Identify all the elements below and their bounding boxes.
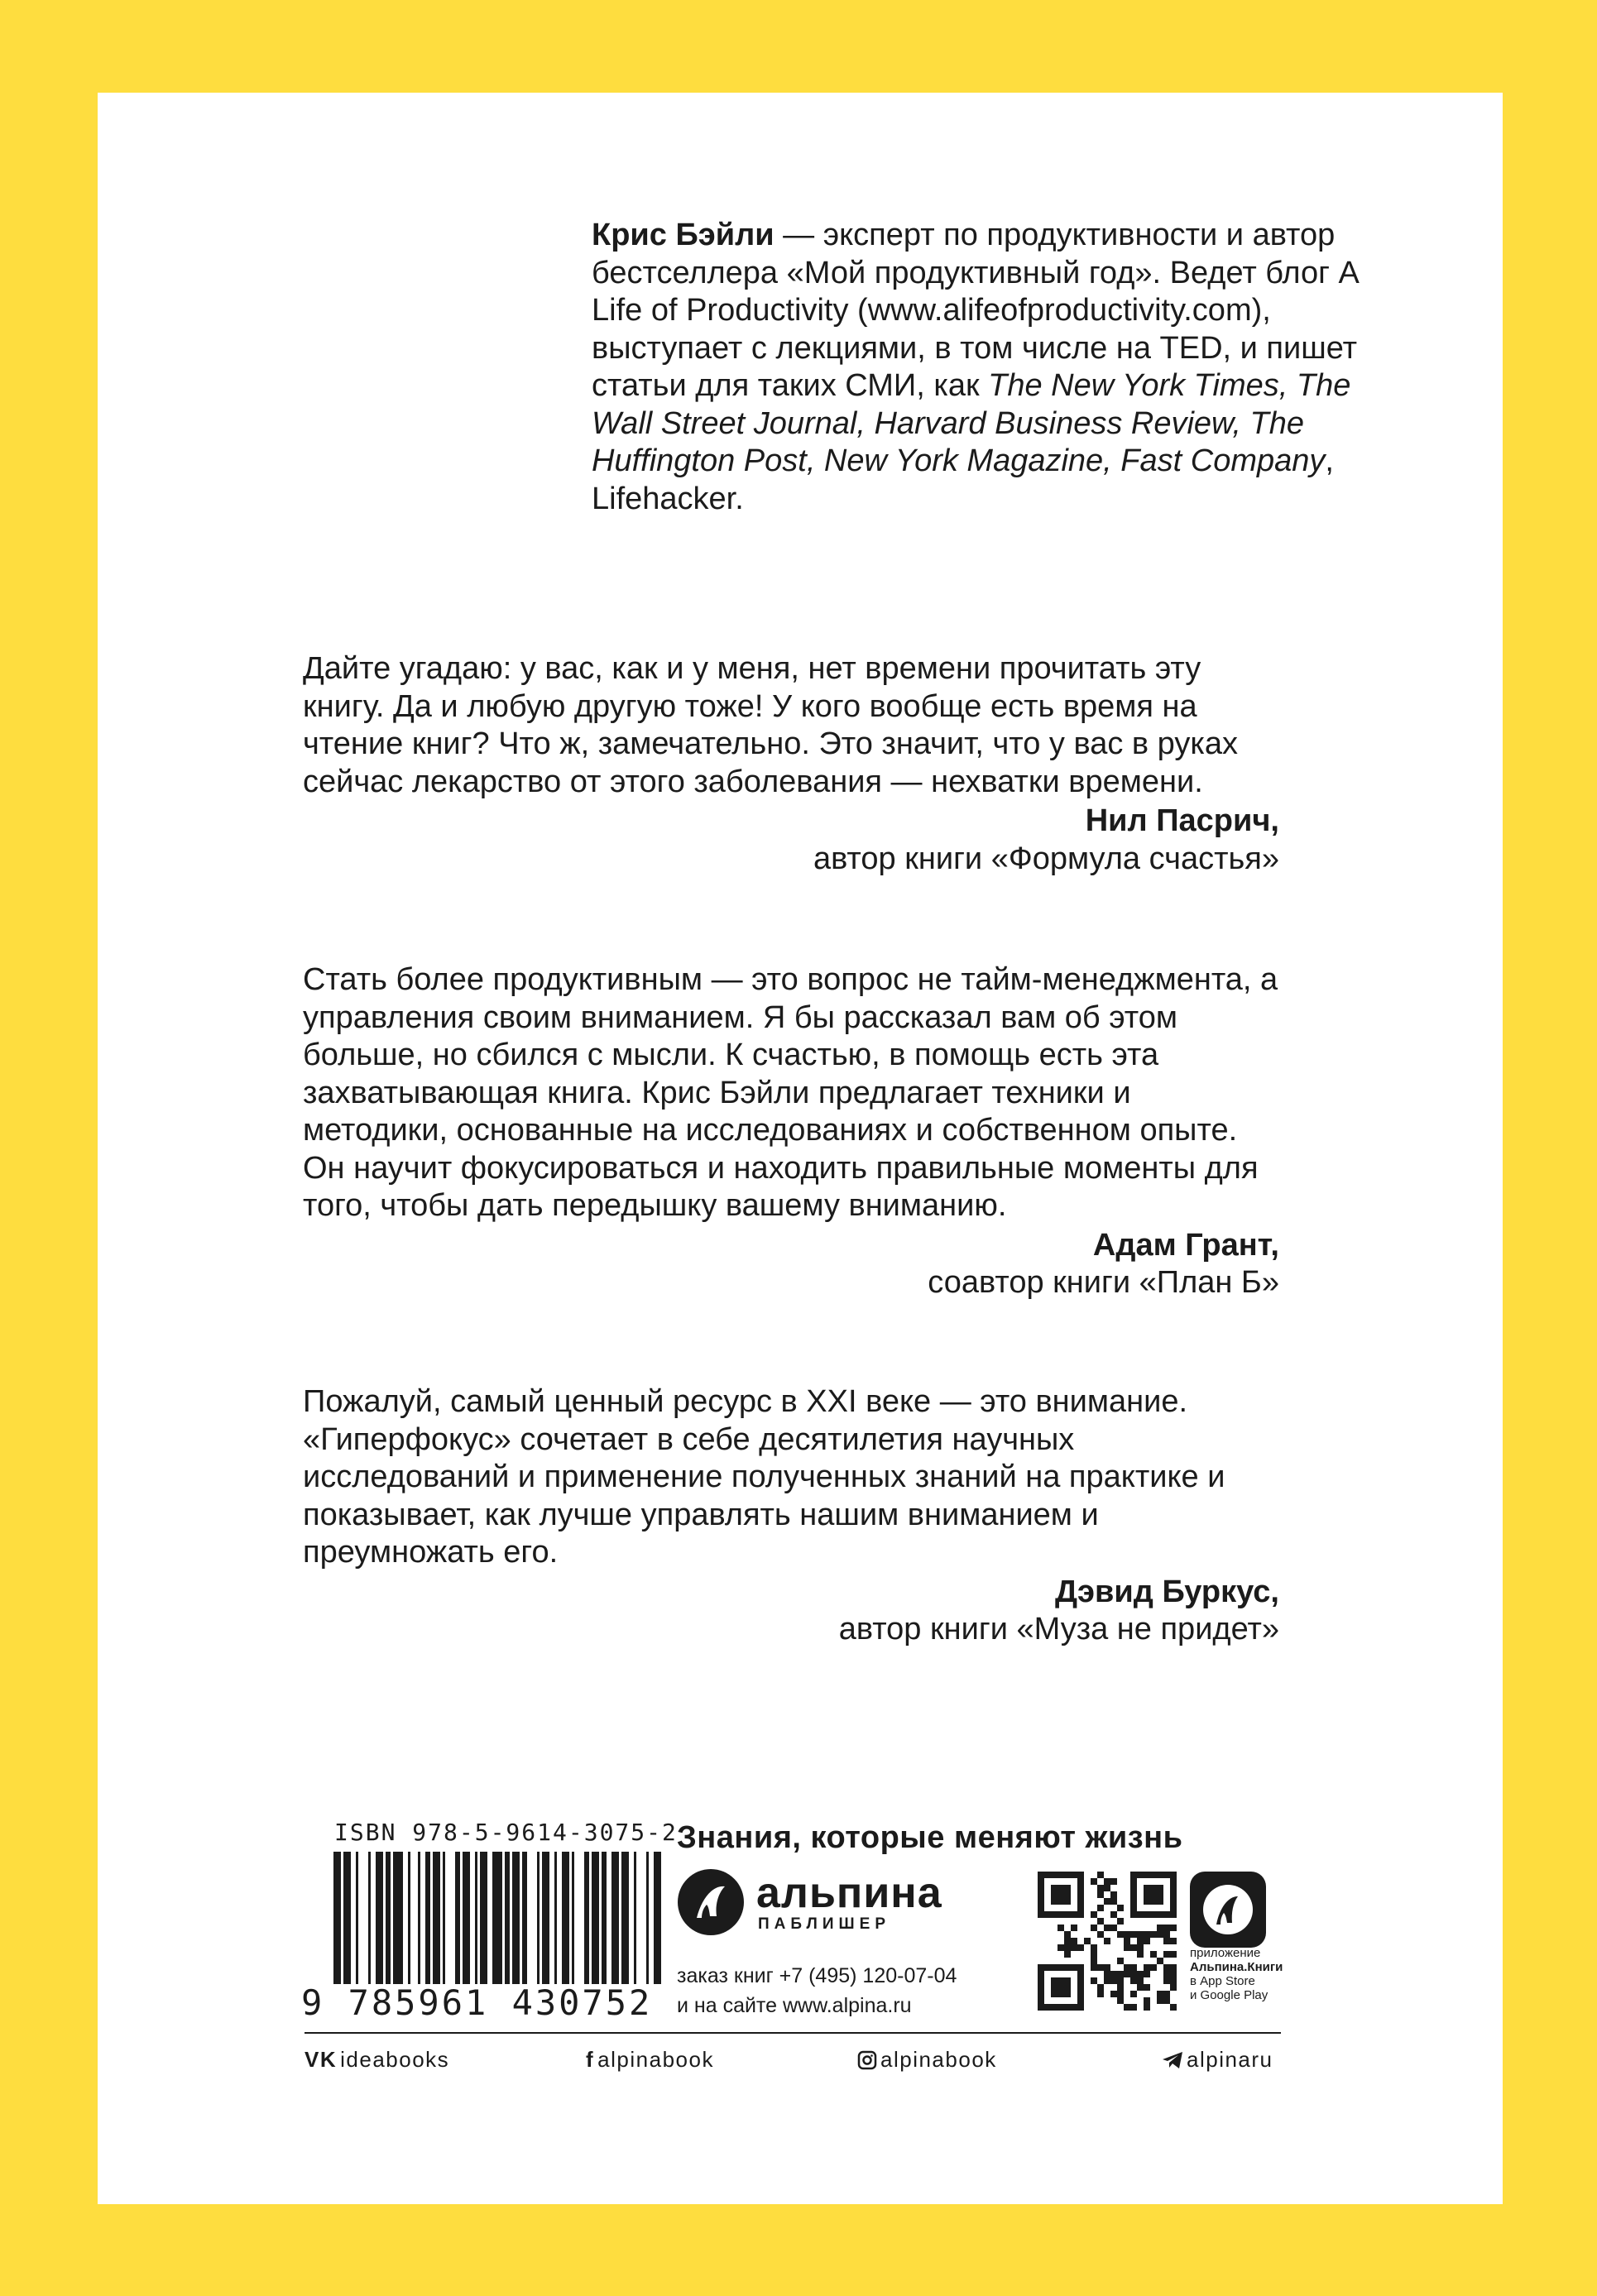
publisher-subtitle: ПАБЛИШЕР: [758, 1915, 890, 1933]
order-info: [677, 1961, 957, 2020]
publisher-name: альпина: [756, 1869, 942, 1917]
publisher-slogan: Знания, которые меняют жизнь: [677, 1820, 1183, 1855]
social-handle: alpinabook: [597, 2047, 714, 2072]
barcode: [333, 1852, 664, 1984]
author-bio: [592, 217, 1386, 518]
bio-text: — эксперт по продуктивности и автор бестселлера «Мой продуктивный год». Ведет блог A Life of Productivity (www.alifeofproductivity.com), выступает с лекциями, в том числе на TED, и пишет статьи для таких СМИ, как: [592, 218, 1358, 403]
back-cover-page: [98, 93, 1503, 2204]
app-icon: [1190, 1872, 1266, 1948]
qr-code: [1038, 1872, 1177, 2011]
facebook-icon: f: [586, 2047, 595, 2072]
social-instagram: [857, 2047, 997, 2073]
quote-text: Дайте угадаю: у вас, как и у меня, нет времени прочитать эту книгу. Да и любую другую тоже! У кого вообще есть время на чтение книг? Что ж, замечательно. Это значит, что у вас в руках сейчас лекарство от этого заболевания — нехватки времени.: [303, 651, 1238, 799]
social-vk: [305, 2047, 449, 2073]
social-handle: alpinaru: [1187, 2047, 1273, 2072]
bio-media-list: The New York Times, The Wall Street Journal, Harvard Business Review, The Huffington Post, New York Magazine, Fast Company: [592, 368, 1351, 478]
review-quote: [303, 961, 1279, 1302]
order-website: и на сайте www.alpina.ru: [677, 1994, 912, 2017]
barcode-digits: 9 785961 430752: [301, 1982, 653, 2023]
app-name: Альпина.Книги: [1190, 1960, 1283, 1974]
quote-author-role: соавтор книги «План Б»: [928, 1265, 1279, 1300]
social-handle: ideabooks: [340, 2047, 450, 2072]
footer-divider: [305, 2032, 1281, 2034]
alpina-logo-icon: [677, 1868, 745, 1936]
quote-text: Стать более продуктивным — это вопрос не тайм-менеджмента, а управления своим вниманием. Я бы рассказал вам об этом больше, но сбился с мысли. К счастью, в помощь есть эта захватывающая книга. Крис Бэйли предлагает техники и методики, основанные на исследованиях и собственном опыте. Он научит фокусироваться и находить правильные моменты для того, чтобы дать передышку вашему вниманию.: [303, 962, 1278, 1223]
quote-author-role: автор книги «Формула счастья»: [813, 841, 1279, 876]
social-telegram: [1162, 2047, 1273, 2073]
instagram-icon: [857, 2050, 877, 2070]
quote-author: Дэвид Буркус,: [1054, 1574, 1279, 1609]
quote-author: Нил Пасрич,: [1085, 803, 1279, 838]
author-name: Крис Бэйли: [592, 218, 775, 252]
app-promo-line: приложение: [1190, 1946, 1261, 1960]
social-handle: alpinabook: [880, 2047, 997, 2072]
quote-author-role: автор книги «Муза не придет»: [838, 1612, 1279, 1647]
app-promo: [1190, 1946, 1283, 2002]
google-play-line: и Google Play: [1190, 1988, 1268, 2002]
bio-text-end: , Lifehacker.: [592, 443, 1334, 516]
review-quote: [303, 650, 1279, 878]
vk-icon: VK: [305, 2047, 338, 2072]
app-store-line: в App Store: [1190, 1974, 1255, 1988]
quote-text: Пожалуй, самый ценный ресурс в XXI веке — это внимание. «Гиперфокус» сочетает в себе десятилетия научных исследований и применение полученных знаний на практике и показывает, как лучше управлять нашим вниманием и преумножать его.: [303, 1384, 1225, 1570]
order-phone: заказ книг +7 (495) 120-07-04: [677, 1964, 957, 1987]
quote-author: Адам Грант,: [1092, 1227, 1279, 1263]
isbn-label: ISBN 978-5-9614-3075-2: [334, 1819, 678, 1846]
review-quote: [303, 1383, 1279, 1649]
social-facebook: [586, 2047, 714, 2073]
publisher-logo: [677, 1868, 942, 1936]
telegram-icon: [1162, 2050, 1183, 2070]
